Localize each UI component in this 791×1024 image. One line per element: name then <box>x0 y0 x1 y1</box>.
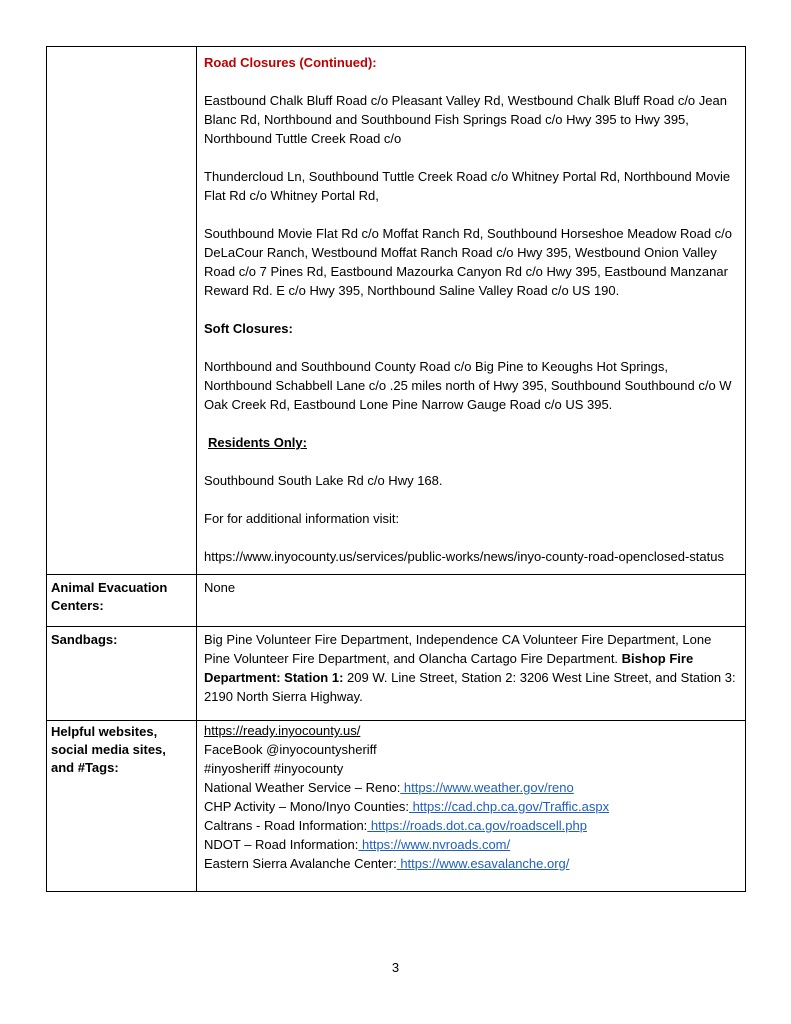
chp-link-label: CHP Activity – Mono/Inyo Counties: <box>204 799 409 814</box>
helpful-websites-row <box>47 721 746 892</box>
tags-text: #inyosheriff #inyocounty <box>204 761 344 776</box>
sandbags-cell <box>197 627 746 721</box>
road-status-url[interactable]: https://www.inyocounty.us/services/public-works/news/inyo-county-road-openclosed-status <box>204 549 724 564</box>
road-closures-paragraph-3: Southbound Movie Flat Rd c/o Moffat Ranch Rd, Southbound Horseshoe Meadow Road c/o DeLaCour Ranch, Westbound Moffat Ranch Road c/o Hwy 395, Westbound Onion Valley Road c/o 7 Pines Rd, Eastbound Mazourka Canyon Rd c/o Hwy 395, Eastbound Manzanar Reward Rd. E c/o Hwy 395, Northbound Saline Valley Road c/o US 190. <box>204 226 733 298</box>
weather-link-label: National Weather Service – Reno: <box>204 780 401 795</box>
residents-only-heading: Residents Only: <box>208 435 307 450</box>
sandbags-text: Big Pine Volunteer Fire Department, Independence CA Volunteer Fire Department, Lone Pine Volunteer Fire Department, and Olancha Cartago Fire Department. <box>204 632 712 666</box>
residents-only-wrap <box>204 433 739 452</box>
residents-only-text: Southbound South Lake Rd c/o Hwy 168. <box>204 473 443 488</box>
ndot-link-label: NDOT – Road Information: <box>204 837 359 852</box>
caltrans-link[interactable]: https://roads.dot.ca.gov/roadscell.php <box>367 818 587 833</box>
avalanche-link[interactable]: https://www.esavalanche.org/ <box>396 856 570 871</box>
soft-closures-heading: Soft Closures: <box>204 321 293 336</box>
road-closures-paragraph-2: Thundercloud Ln, Southbound Tuttle Creek Road c/o Whitney Portal Rd, Northbound Movie Flat Rd c/o Whitney Portal Rd, <box>204 169 731 203</box>
sandbags-label: Sandbags: <box>47 627 197 721</box>
road-closures-paragraph-1: Eastbound Chalk Bluff Road c/o Pleasant Valley Rd, Westbound Chalk Bluff Road c/o Jean Blanc Rd, Northbound and Southbound Fish Springs Road c/o Hwy 395 to Hwy 395, Northbound Tuttle Creek Road c/o <box>204 93 727 146</box>
additional-info-text: For for additional information visit: <box>204 511 400 526</box>
page-number: 3 <box>391 960 400 975</box>
soft-closures-text: Northbound and Southbound County Road c/o Big Pine to Keoughs Hot Springs, Northbound Schabbell Lane c/o .25 miles north of Hwy 395, Southbound Southbound c/o W Oak Creek Rd, Eastbound Lone Pine Narrow Gauge Road c/o US 395. <box>204 359 732 412</box>
weather-link[interactable]: https://www.weather.gov/reno <box>400 780 574 795</box>
bishop-fire-text: 209 W. Line Street, Station 2: 3206 West Line Street, and Station 3: 2190 North Sierra Highway. <box>204 670 736 704</box>
chp-link[interactable]: https://cad.chp.ca.gov/Traffic.aspx <box>408 799 610 814</box>
ready-inyo-link[interactable]: https://ready.inyocounty.us/ <box>204 723 361 738</box>
road-closures-label-cell <box>47 47 197 575</box>
ndot-link[interactable]: https://www.nvroads.com/ <box>358 837 511 852</box>
facebook-text: FaceBook @inyocountysheriff <box>204 742 377 757</box>
avalanche-link-line <box>204 854 739 873</box>
chp-link-line <box>204 797 739 816</box>
bishop-fire-label: Bishop Fire Department: Station 1: <box>204 651 694 685</box>
caltrans-link-label: Caltrans - Road Information: <box>204 818 368 833</box>
helpful-websites-cell <box>197 721 746 892</box>
sandbags-row <box>47 627 746 721</box>
road-closures-heading: Road Closures (Continued): <box>204 55 377 70</box>
info-table <box>46 46 746 892</box>
helpful-websites-label: Helpful websites, social media sites, and #Tags: <box>47 721 197 892</box>
animal-evacuation-value: None <box>197 575 746 627</box>
ndot-link-line <box>204 835 739 854</box>
caltrans-link-line <box>204 816 739 835</box>
road-closures-row <box>47 47 746 575</box>
animal-evacuation-label: Animal Evacuation Centers: <box>47 575 197 627</box>
road-closures-cell <box>197 47 746 575</box>
animal-evacuation-row <box>47 575 746 627</box>
avalanche-link-label: Eastern Sierra Avalanche Center: <box>204 856 397 871</box>
weather-link-line <box>204 778 739 797</box>
